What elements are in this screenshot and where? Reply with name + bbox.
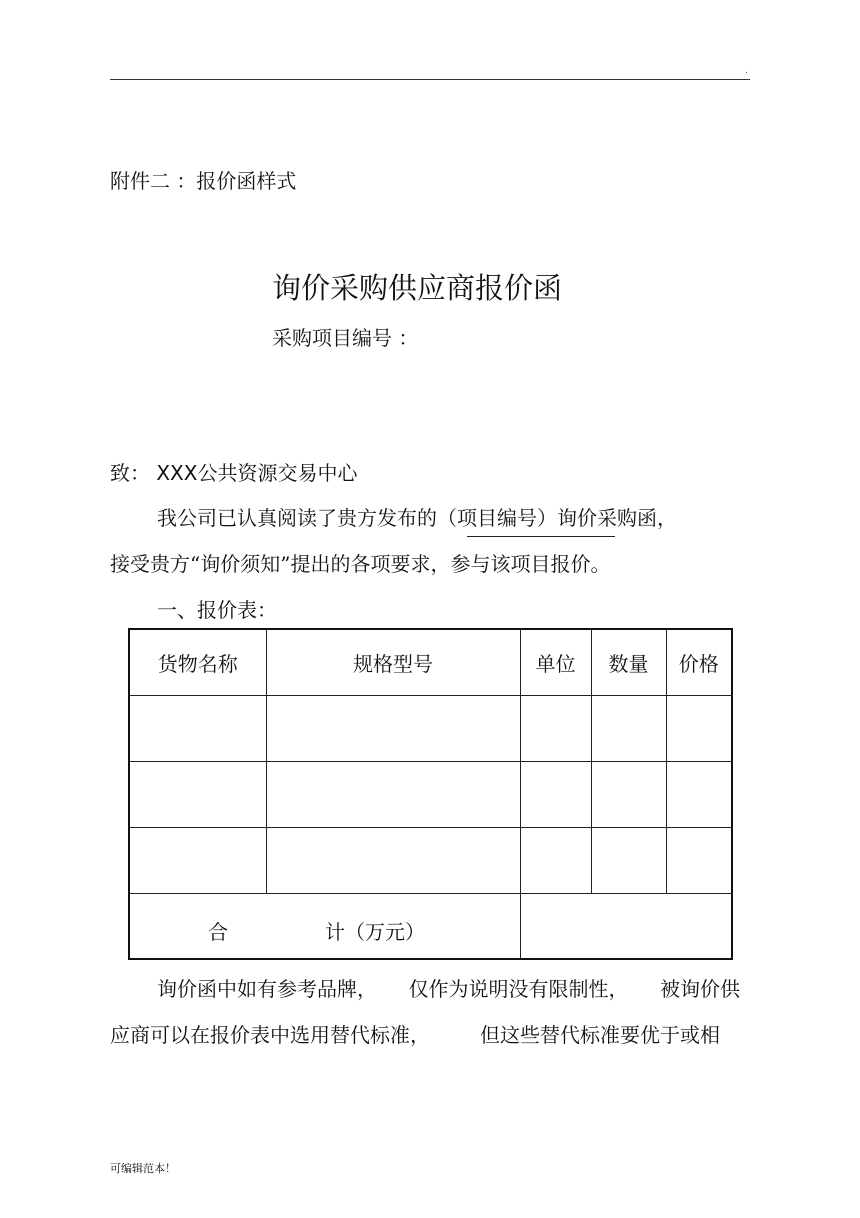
header-rule xyxy=(110,79,750,80)
table-row xyxy=(129,761,732,827)
recipient-prefix: 致： xyxy=(110,461,150,485)
intro-line-1: 我公司已认真阅读了贵方发布的（项目编号）询价采购函， xyxy=(157,506,677,530)
recipient-org: XXX公共资源交易中心 xyxy=(156,461,358,485)
note-line-1 xyxy=(157,973,740,1002)
total-label-b: 计（万元） xyxy=(325,919,425,944)
table-cell[interactable] xyxy=(666,761,732,827)
table-row xyxy=(129,827,732,893)
table-cell[interactable] xyxy=(266,761,520,827)
table-cell[interactable] xyxy=(266,695,520,761)
note-line-2 xyxy=(110,1019,720,1048)
table-cell[interactable] xyxy=(129,695,266,761)
header-goods-name: 货物名称 xyxy=(129,629,266,695)
note-part: 被询价供 xyxy=(660,977,740,1001)
table-cell[interactable] xyxy=(591,761,666,827)
intro-line-2: 接受贵方“询价须知”提出的各项要求，参与该项目报价。 xyxy=(110,552,611,576)
section-heading: 一、报价表： xyxy=(157,598,277,622)
table-cell[interactable] xyxy=(520,827,591,893)
table-cell[interactable] xyxy=(129,827,266,893)
total-value-cell[interactable] xyxy=(520,893,732,959)
total-row xyxy=(129,893,732,959)
table-header-row xyxy=(129,629,732,695)
total-label-cell xyxy=(129,893,520,959)
header-quantity: 数量 xyxy=(591,629,666,695)
document-title: 询价采购供应商报价函 xyxy=(272,271,563,305)
table-cell[interactable] xyxy=(129,761,266,827)
quote-table xyxy=(128,628,733,960)
total-label-a: 合 xyxy=(208,919,228,944)
table-row xyxy=(129,695,732,761)
project-number-label: 采购项目编号 ： xyxy=(272,326,419,350)
header-unit: 单位 xyxy=(520,629,591,695)
note-part: 询价函中如有参考品牌， xyxy=(157,977,377,1001)
underline-mark xyxy=(467,536,615,537)
header-spec-model: 规格型号 xyxy=(266,629,520,695)
table-cell[interactable] xyxy=(520,761,591,827)
footer-note: 可编辑范本！ xyxy=(110,1162,176,1175)
table-cell[interactable] xyxy=(591,827,666,893)
note-part: 但这些替代标准要优于或相 xyxy=(480,1023,720,1047)
table-cell[interactable] xyxy=(666,695,732,761)
header-price: 价格 xyxy=(666,629,732,695)
note-part: 应商可以在报价表中选用替代标准， xyxy=(110,1023,430,1047)
table-cell[interactable] xyxy=(591,695,666,761)
table-cell[interactable] xyxy=(666,827,732,893)
note-part: 仅作为说明没有限制性， xyxy=(408,977,629,1001)
recipient-line xyxy=(110,457,357,486)
header-mark: . xyxy=(745,66,748,76)
table-cell[interactable] xyxy=(520,695,591,761)
attachment-label: 附件二 ：报价函样式 xyxy=(110,169,297,193)
table-cell[interactable] xyxy=(266,827,520,893)
